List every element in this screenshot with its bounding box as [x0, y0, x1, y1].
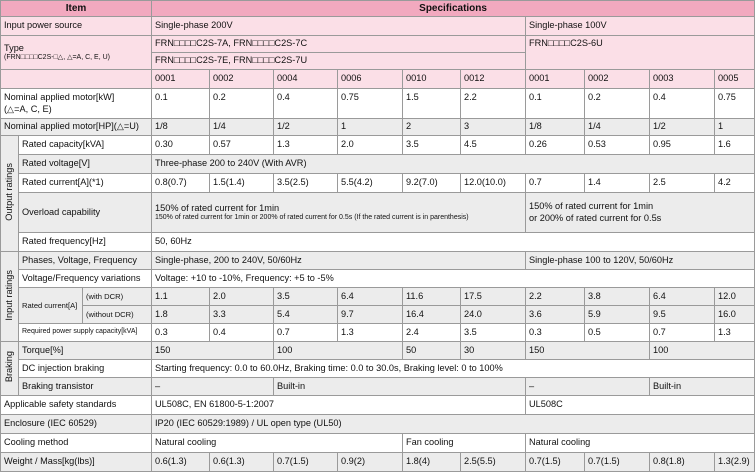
label-cooling-method: Cooling method: [1, 434, 152, 453]
row-rated-current-without-dcr: [1, 306, 755, 324]
label-braking-transistor: Braking transistor: [19, 378, 152, 396]
row-torque: [1, 342, 755, 360]
mass-value: 0.7(1.5): [274, 453, 338, 472]
group-braking: [1, 342, 19, 396]
row-required-power-supply: [1, 324, 755, 342]
cooling-natural-a: Natural cooling: [152, 434, 403, 453]
rated-current-value: 1.4: [585, 174, 650, 193]
row-voltage-frequency-variations: [1, 270, 755, 288]
label-enclosure: Enclosure (IEC 60529): [1, 415, 152, 434]
model-number: 0012: [461, 70, 526, 89]
overload-capability-200v: [152, 193, 526, 233]
model-number: 0003: [650, 70, 715, 89]
rated-capacity-value: 4.5: [461, 136, 526, 155]
mass-value: 0.8(1.8): [650, 453, 715, 472]
mass-value: 0.9(2): [338, 453, 403, 472]
rated-voltage-value: Three-phase 200 to 240V (With AVR): [152, 155, 755, 174]
braking-transistor-a: –: [152, 378, 274, 396]
label-input-power-source: Input power source: [1, 17, 152, 36]
rated-current-value: 1.5(1.4): [210, 174, 274, 193]
header-specifications: Specifications: [152, 1, 755, 17]
model-number: 0005: [715, 70, 755, 89]
motor-hp-value: 1/8: [152, 119, 210, 136]
model-number: 0002: [585, 70, 650, 89]
row-input-power-source: [1, 17, 755, 36]
mass-value: 0.6(1.3): [210, 453, 274, 472]
rated-capacity-value: 1.6: [715, 136, 755, 155]
motor-kw-value: 0.75: [715, 89, 755, 119]
rated-capacity-value: 0.57: [210, 136, 274, 155]
group-output-ratings-label: Output ratings: [3, 163, 14, 221]
overload-capability-100v: [526, 193, 755, 233]
row-rated-current: [1, 174, 755, 193]
label-safety-standards: Applicable safety standards: [1, 396, 152, 415]
type-models-line2: FRN□□□□C2S-7E, FRN□□□□C2S-7U: [152, 53, 526, 70]
rated-current-value: 0.7: [526, 174, 585, 193]
row-rated-capacity: [1, 136, 755, 155]
model-number: 0001: [526, 70, 585, 89]
header-item: Item: [1, 1, 152, 17]
rated-capacity-value: 0.26: [526, 136, 585, 155]
required-supply-value: 0.3: [152, 324, 210, 342]
row-type: [1, 36, 755, 53]
row-braking-transistor: [1, 378, 755, 396]
motor-hp-value: 1/2: [650, 119, 715, 136]
mass-value: 0.7(1.5): [526, 453, 585, 472]
label-motor-kw: [1, 89, 152, 119]
current-without-dcr-value: 3.3: [210, 306, 274, 324]
rated-current-value: 0.8(0.7): [152, 174, 210, 193]
row-dc-injection-braking: [1, 360, 755, 378]
group-input-ratings: [1, 252, 19, 342]
value-single-phase-100v: Single-phase 100V: [526, 17, 755, 36]
row-overload-capability: [1, 193, 755, 233]
motor-kw-value: 0.75: [338, 89, 403, 119]
label-rated-capacity: Rated capacity[kVA]: [19, 136, 152, 155]
group-input-ratings-label: Input ratings: [3, 269, 14, 321]
required-supply-value: 3.5: [461, 324, 526, 342]
rated-capacity-value: 2.0: [338, 136, 403, 155]
motor-kw-value: 0.4: [650, 89, 715, 119]
variations-value: Voltage: +10 to -10%, Frequency: +5 to -5%: [152, 270, 755, 288]
label-with-dcr: (with DCR): [83, 288, 152, 306]
cooling-fan: Fan cooling: [403, 434, 526, 453]
value-single-phase-200v: Single-phase 200V: [152, 17, 526, 36]
motor-kw-value: 0.2: [585, 89, 650, 119]
motor-hp-value: 1/8: [526, 119, 585, 136]
label-type: [1, 36, 152, 70]
label-type-sub: (FRN□□□□C2S-□△, △=A, C, E, U): [4, 53, 110, 61]
dc-injection-value: Starting frequency: 0.0 to 60.0Hz, Braking time: 0.0 to 30.0s, Braking level: 0 to 100%: [152, 360, 755, 378]
motor-hp-value: 1: [715, 119, 755, 136]
rated-capacity-value: 1.3: [274, 136, 338, 155]
row-motor-hp: [1, 119, 755, 136]
current-without-dcr-value: 9.7: [338, 306, 403, 324]
rated-current-value: 2.5: [650, 174, 715, 193]
current-without-dcr-value: 24.0: [461, 306, 526, 324]
torque-value-f: 100: [650, 342, 755, 360]
motor-hp-value: 3: [461, 119, 526, 136]
current-without-dcr-value: 16.4: [403, 306, 461, 324]
overload-200v-line2: 150% of rated current for 1min or 200% of rated current for 0.5s (If the rated current is in parenthesis): [155, 213, 469, 221]
row-cooling-method: [1, 434, 755, 453]
rated-current-value: 9.2(7.0): [403, 174, 461, 193]
required-supply-value: 1.3: [715, 324, 755, 342]
label-phases: Phases, Voltage, Frequency: [19, 252, 152, 270]
required-supply-value: 0.7: [650, 324, 715, 342]
rated-capacity-value: 0.95: [650, 136, 715, 155]
motor-kw-value: 2.2: [461, 89, 526, 119]
model-number: 0004: [274, 70, 338, 89]
required-supply-value: 0.7: [274, 324, 338, 342]
current-with-dcr-value: 1.1: [152, 288, 210, 306]
current-with-dcr-value: 11.6: [403, 288, 461, 306]
braking-transistor-c: –: [526, 378, 650, 396]
rated-current-value: 12.0(10.0): [461, 174, 526, 193]
current-with-dcr-value: 2.2: [526, 288, 585, 306]
torque-value-d: 30: [461, 342, 526, 360]
motor-kw-value: 0.1: [526, 89, 585, 119]
row-rated-current-with-dcr: [1, 288, 755, 306]
label-variations: Voltage/Frequency variations: [19, 270, 152, 288]
required-supply-value: 1.3: [338, 324, 403, 342]
torque-value-c: 50: [403, 342, 461, 360]
required-supply-value: 0.4: [210, 324, 274, 342]
label-rated-current: Rated current[A](*1): [19, 174, 152, 193]
rated-current-value: 5.5(4.2): [338, 174, 403, 193]
mass-value: 1.8(4): [403, 453, 461, 472]
group-output-ratings: [1, 136, 19, 252]
current-with-dcr-value: 3.8: [585, 288, 650, 306]
label-dc-injection: DC injection braking: [19, 360, 152, 378]
rated-current-value: 3.5(2.5): [274, 174, 338, 193]
phases-100v-value: Single-phase 100 to 120V, 50/60Hz: [526, 252, 755, 270]
label-without-dcr: (without DCR): [83, 306, 152, 324]
motor-hp-value: 1: [338, 119, 403, 136]
type-models-100v: FRN□□□□C2S-6U: [526, 36, 755, 70]
label-weight-mass: Weight / Mass[kg(lbs)]: [1, 453, 152, 472]
current-with-dcr-value: 6.4: [338, 288, 403, 306]
cooling-natural-b: Natural cooling: [526, 434, 755, 453]
current-with-dcr-value: 17.5: [461, 288, 526, 306]
torque-value-b: 100: [274, 342, 403, 360]
mass-value: 2.5(5.5): [461, 453, 526, 472]
safety-standards-200v: UL508C, EN 61800-5-1:2007: [152, 396, 526, 415]
row-weight-mass: [1, 453, 755, 472]
motor-kw-value: 0.4: [274, 89, 338, 119]
row-phases-voltage-frequency: [1, 252, 755, 270]
rated-capacity-value: 0.53: [585, 136, 650, 155]
group-braking-label: Braking: [3, 351, 14, 383]
model-number: 0001: [152, 70, 210, 89]
label-rated-voltage: Rated voltage[V]: [19, 155, 152, 174]
row-safety-standards: [1, 396, 755, 415]
current-with-dcr-value: 3.5: [274, 288, 338, 306]
model-label-blank: [1, 70, 152, 89]
model-number: 0002: [210, 70, 274, 89]
motor-kw-value: 0.2: [210, 89, 274, 119]
label-torque: Torque[%]: [19, 342, 152, 360]
rated-current-value: 4.2: [715, 174, 755, 193]
rated-capacity-value: 3.5: [403, 136, 461, 155]
mass-value: 1.3(2.9): [715, 453, 755, 472]
current-without-dcr-value: 3.6: [526, 306, 585, 324]
label-rated-frequency: Rated frequency[Hz]: [19, 233, 152, 252]
label-input-rated-current: Rated current[A]: [19, 288, 83, 324]
current-without-dcr-value: 1.8: [152, 306, 210, 324]
label-motor-kw-sub: (△=A, C, E): [4, 103, 52, 114]
current-with-dcr-value: 12.0: [715, 288, 755, 306]
current-without-dcr-value: 5.4: [274, 306, 338, 324]
current-with-dcr-value: 2.0: [210, 288, 274, 306]
label-motor-hp: Nominal applied motor[HP](△=U): [1, 119, 152, 136]
overload-100v-line1: 150% of rated current for 1min: [529, 201, 654, 212]
model-number: 0006: [338, 70, 403, 89]
current-without-dcr-value: 5.9: [585, 306, 650, 324]
current-without-dcr-value: 16.0: [715, 306, 755, 324]
row-rated-voltage: [1, 155, 755, 174]
motor-kw-value: 1.5: [403, 89, 461, 119]
torque-value-e: 150: [526, 342, 650, 360]
label-type-main: Type: [4, 42, 24, 53]
motor-hp-value: 1/4: [210, 119, 274, 136]
phases-200v-value: Single-phase, 200 to 240V, 50/60Hz: [152, 252, 526, 270]
overload-200v-line1: 150% of rated current for 1min: [155, 202, 280, 213]
torque-value-a: 150: [152, 342, 274, 360]
row-rated-frequency: [1, 233, 755, 252]
motor-hp-value: 2: [403, 119, 461, 136]
required-supply-value: 0.3: [526, 324, 585, 342]
motor-hp-value: 1/2: [274, 119, 338, 136]
current-with-dcr-value: 6.4: [650, 288, 715, 306]
motor-kw-value: 0.1: [152, 89, 210, 119]
row-motor-kw: [1, 89, 755, 119]
overload-100v-line2: or 200% of rated current for 0.5s: [529, 212, 662, 223]
row-model-numbers: [1, 70, 755, 89]
rated-capacity-value: 0.30: [152, 136, 210, 155]
row-enclosure: [1, 415, 755, 434]
label-required-power-supply: Required power supply capacity[kVA]: [19, 324, 152, 342]
label-overload-capability: Overload capability: [19, 193, 152, 233]
label-motor-kw-main: Nominal applied motor[kW]: [4, 92, 115, 103]
model-number: 0010: [403, 70, 461, 89]
current-without-dcr-value: 9.5: [650, 306, 715, 324]
type-models-line1: FRN□□□□C2S-7A, FRN□□□□C2S-7C: [152, 36, 526, 53]
required-supply-value: 0.5: [585, 324, 650, 342]
motor-hp-value: 1/4: [585, 119, 650, 136]
braking-transistor-b: Built-in: [274, 378, 526, 396]
safety-standards-100v: UL508C: [526, 396, 755, 415]
rated-frequency-value: 50, 60Hz: [152, 233, 755, 252]
enclosure-value: IP20 (IEC 60529:1989) / UL open type (UL50): [152, 415, 755, 434]
required-supply-value: 2.4: [403, 324, 461, 342]
braking-transistor-d: Built-in: [650, 378, 755, 396]
mass-value: 0.6(1.3): [152, 453, 210, 472]
mass-value: 0.7(1.5): [585, 453, 650, 472]
